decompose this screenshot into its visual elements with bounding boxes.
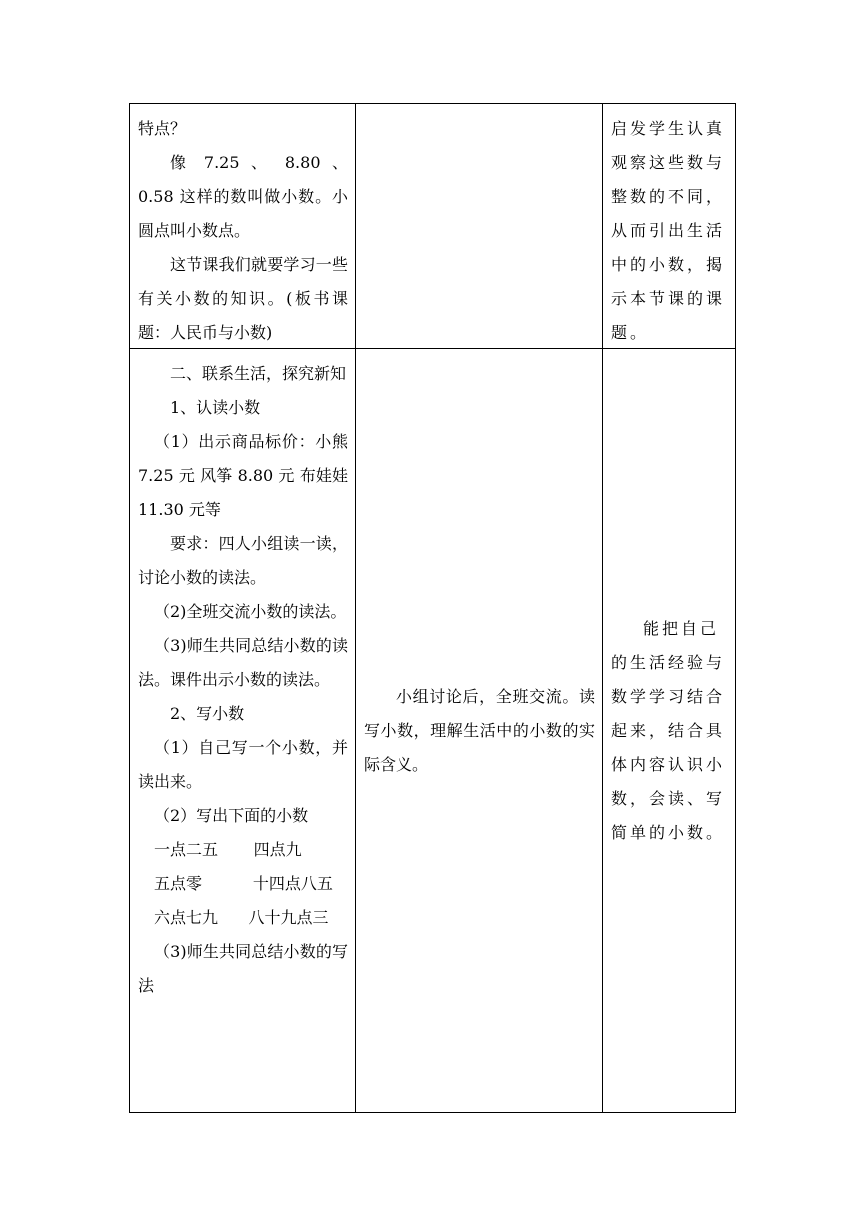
text-paragraph: 这节课我们就要学习一些有关小数的知识。(板书课题：人民币与小数) — [138, 255, 348, 342]
table-row — [130, 104, 736, 349]
table-row — [130, 349, 736, 1113]
text-line: 五点零 十四点八五 — [154, 874, 333, 893]
text-paragraph: （1）自己写一个小数，并读出来。 — [138, 738, 348, 791]
text-paragraph: 能把自己的生活经验与数学学习结合起来，结合具体内容认识小数，会读、写简单的小数。 — [611, 618, 726, 842]
design-intent-cell — [603, 104, 736, 349]
lesson-plan-table — [129, 103, 736, 1113]
text-line: 六点七九 八十九点三 — [154, 908, 329, 927]
student-activity-cell — [356, 104, 603, 349]
text-paragraph: 要求：四人小组读一读，讨论小数的读法。 — [138, 534, 348, 587]
student-activity-cell — [356, 349, 603, 1113]
text-paragraph: （1）出示商品标价：小熊 7.25 元 风筝 8.80 元 布娃娃 11.30 元等 — [138, 432, 348, 519]
text-line: 特点？ — [138, 119, 187, 138]
text-line: 一点二五 四点九 — [154, 840, 302, 859]
text-paragraph: （2)全班交流小数的读法。 — [154, 602, 347, 621]
text-paragraph: （3)师生共同总结小数的写法 — [138, 942, 348, 995]
text-paragraph: 像 7.25 、 8.80 、 0.58 这样的数叫做小数。小圆点叫小数点。 — [138, 153, 348, 240]
text-paragraph: 启发学生认真观察这些数与整数的不同，从而引出生活中的小数，揭示本节课的课题。 — [611, 119, 726, 342]
subsection-heading: 1、认读小数 — [170, 398, 261, 417]
teaching-process-cell — [130, 349, 356, 1113]
teaching-process-cell — [130, 104, 356, 349]
subsection-heading: 2、写小数 — [170, 704, 245, 723]
design-intent-cell — [603, 349, 736, 1113]
section-heading: 二、联系生活，探究新知 — [170, 364, 347, 383]
text-line: （2）写出下面的小数 — [154, 806, 309, 825]
text-paragraph: 小组讨论后，全班交流。读写小数，理解生活中的小数的实际含义。 — [364, 686, 595, 774]
text-paragraph: （3)师生共同总结小数的读法。课件出示小数的读法。 — [138, 636, 348, 689]
